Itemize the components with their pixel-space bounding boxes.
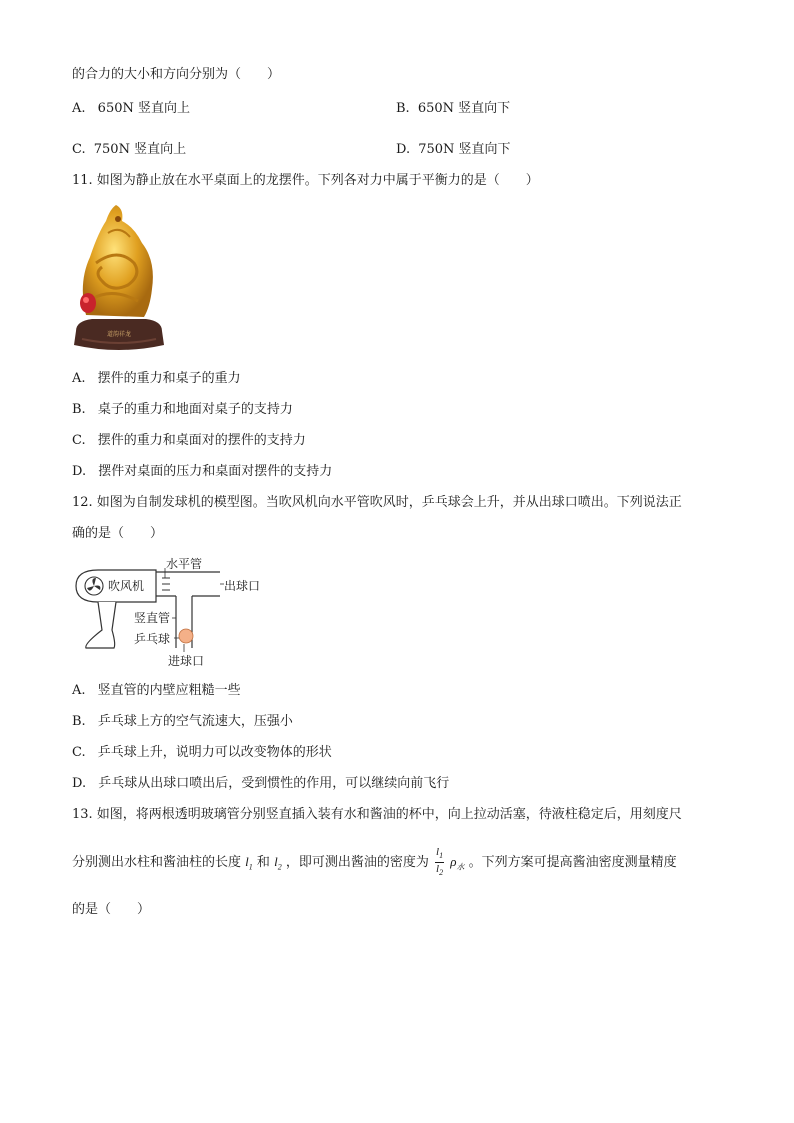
blower-handle (86, 602, 116, 648)
option-key: D. (72, 776, 87, 791)
q10-option-a (72, 100, 190, 118)
label-horizontal-pipe: 水平管 (166, 557, 203, 571)
q10-option-d (396, 141, 511, 159)
q12-stem-line1: 12. 如图为自制发球机的模型图。当吹风机向水平管吹风时，乒乓球会上升，并从出球口喷出。下列说法正 (72, 495, 682, 510)
q12-option-b (72, 713, 293, 731)
ball-launcher-diagram (72, 552, 282, 672)
option-key: B. (396, 101, 410, 116)
dragon-figurine-image (72, 203, 166, 355)
option-text: 摆件对桌面的压力和桌面对摆件的支持力 (98, 464, 333, 479)
q12-option-d (72, 775, 449, 793)
option-key: D. (72, 464, 87, 479)
var-l1: $l_1$ (245, 854, 253, 872)
option-key: A. (72, 371, 86, 386)
option-text: 乒乓球上升，说明力可以改变物体的形状 (97, 745, 332, 760)
ping-pong-ball (179, 629, 193, 643)
q10-stem-tail: 的合力的大小和方向分别为（ ） (72, 67, 281, 82)
option-text: 750N 竖直向上 (93, 142, 187, 157)
label-inlet: 进球口 (168, 654, 205, 668)
label-outlet: 出球口 (224, 579, 261, 593)
option-text: 竖直管的内壁应粗糙一些 (97, 683, 241, 698)
option-text: 桌子的重力和地面对桌子的支持力 (97, 402, 293, 417)
q11-stem: 11. 如图为静止放在水平桌面上的龙摆件。下列各对力中属于平衡力的是（ ） (72, 173, 539, 188)
q11-option-c (72, 432, 306, 450)
q13-text-a: 分别测出水柱和酱油柱的长度 (72, 855, 242, 871)
q13-stem-line2 (72, 846, 677, 881)
label-blower: 吹风机 (108, 579, 145, 593)
option-key: A. (72, 683, 86, 698)
var-rho-water: $\rho_水$ (450, 854, 465, 872)
label-vertical-pipe: 竖直管 (134, 611, 171, 625)
q11-option-a (72, 370, 241, 388)
dragon-figurine-svg (72, 203, 166, 355)
q11-option-d (72, 463, 332, 481)
option-key: B. (72, 714, 86, 729)
option-text: 乒乓球上方的空气流速大，压强小 (97, 714, 293, 729)
option-text: 乒乓球从出球口喷出后，受到惯性的作用，可以继续向前飞行 (98, 776, 450, 791)
q12-stem-line2: 确的是（ ） (72, 526, 164, 541)
q13-text-c: 。下列方案可提高酱油密度测量精度 (468, 855, 677, 871)
option-text: 摆件的重力和桌子的重力 (97, 371, 241, 386)
label-ball: 乒乓球 (134, 632, 171, 646)
option-text: 650N 竖直向上 (97, 101, 190, 116)
q13-text-b: ，即可测出酱油的密度为 (285, 855, 429, 871)
q10-option-c (72, 141, 186, 159)
base-seal-text: 道韵祥龙 (106, 331, 132, 338)
q13-stem-line3: 的是（ ） (72, 902, 151, 917)
q12-option-c (72, 744, 332, 762)
option-key: A. (72, 101, 86, 116)
option-text: 摆件的重力和桌面对的摆件的支持力 (97, 433, 306, 448)
q10-option-b (396, 100, 510, 118)
q11-option-b (72, 401, 293, 419)
option-key: B. (72, 402, 86, 417)
option-text: 750N 竖直向下 (418, 142, 511, 157)
q12-option-a (72, 682, 241, 700)
fraction-l1-over-l2: $\frac{l_1}{l_2}$ (436, 846, 444, 878)
q13-and: 和 (256, 855, 270, 871)
option-key: C. (72, 745, 86, 760)
option-key: C. (72, 433, 86, 448)
option-text: 650N 竖直向下 (417, 101, 511, 116)
option-key: C. (72, 142, 86, 157)
q13-stem-line1: 13. 如图，将两根透明玻璃管分别竖直插入装有水和酱油的杯中，向上拉动活塞，待液柱稳定后，用刻度尺 (72, 807, 682, 822)
option-key: D. (396, 142, 411, 157)
var-l2: $l_2$ (274, 854, 282, 872)
